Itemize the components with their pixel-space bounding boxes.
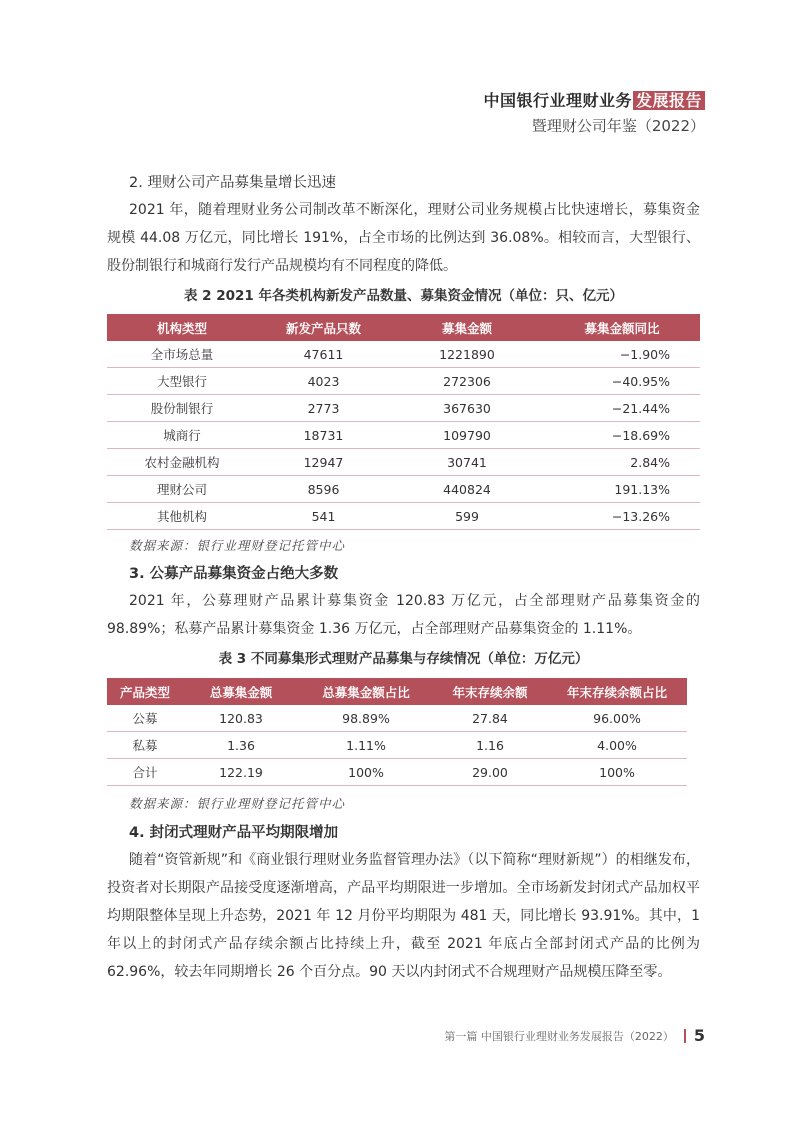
table-cell: 1.11% (299, 732, 433, 759)
table3-header-balance-share: 年末存续余额占比 (547, 678, 687, 705)
table3-header-total: 总募集金额 (183, 678, 299, 705)
section4-title: 4. 封闭式理财产品平均期限增加 (129, 825, 339, 841)
footer-text: 第一篇 中国银行业理财业务发展报告（2022） (444, 1029, 674, 1043)
table-row (107, 395, 700, 422)
table-cell: 96.00% (547, 705, 687, 732)
table-cell: 541 (257, 503, 390, 530)
table-cell: 272306 (390, 368, 544, 395)
table-cell: 100% (547, 759, 687, 786)
table2-caption: 表 2 2021 年各类机构新发产品数量、募集资金情况（单位：只、亿元） (183, 288, 624, 304)
table-cell: −21.44% (544, 395, 700, 422)
table2-source: 数据来源：银行业理财登记托管中心 (129, 538, 346, 553)
table-cell: 2773 (257, 395, 390, 422)
table2-header-row (107, 314, 700, 341)
table-cell: −18.69% (544, 422, 700, 449)
section4-paragraph: 随着“资管新规”和《商业银行理财业务监督管理办法》（以下简称“理财新规”）的相继发布，投资者对长期限产品接受度逐渐增高，产品平均期限进一步增加。全市场新发封闭式产品加权平均期限整体呈现上升态势，2021 年 12 月份平均期限为 481 天，同比增长 93.91%。其中，1 年以上的封闭式产品存续余额占比持续上升，截至 2021 年底占全部封闭式产品的比例为 62.96%，较去年同期增长 26 个百分点。90 天以内封闭式不合规理财产品规模压降至零。 (107, 852, 700, 980)
table-cell: 2.84% (544, 449, 700, 476)
footer-divider (684, 1029, 686, 1043)
table-cell: 1.16 (433, 732, 547, 759)
table-cell: 30741 (390, 449, 544, 476)
table-cell: 12947 (257, 449, 390, 476)
table-row (107, 449, 700, 476)
table-cell: 大型银行 (107, 368, 257, 395)
table-cell: 4.00% (547, 732, 687, 759)
table-cell: 29.00 (433, 759, 547, 786)
table-row (107, 422, 700, 449)
table3-header-type: 产品类型 (107, 678, 183, 705)
table-cell: 98.89% (299, 705, 433, 732)
table-cell: 1221890 (390, 341, 544, 368)
table-cell: 全市场总量 (107, 341, 257, 368)
page-footer (444, 1026, 705, 1045)
section2-title: 2. 理财公司产品募集量增长迅速 (129, 175, 336, 191)
table-cell: 191.13% (544, 476, 700, 503)
table-cell: 367630 (390, 395, 544, 422)
table-cell: 109790 (390, 422, 544, 449)
table-row (107, 759, 687, 786)
table2-header-count: 新发产品只数 (257, 314, 390, 341)
page-number: 5 (693, 1026, 705, 1045)
table-cell: 私募 (107, 732, 183, 759)
table-row (107, 732, 687, 759)
table-row (107, 705, 687, 732)
header-title-highlight: 发展报告 (633, 91, 705, 110)
table2-header-amount: 募集金额 (390, 314, 544, 341)
table2-header-institution: 机构类型 (107, 314, 257, 341)
table-cell: 1.36 (183, 732, 299, 759)
table-cell: 4023 (257, 368, 390, 395)
section2-paragraph: 2021 年，随着理财业务公司制改革不断深化，理财公司业务规模占比快速增长，募集资金规模 44.08 万亿元，同比增长 191%，占全市场的比例达到 36.08%。相较而言，大型银行、股份制银行和城商行发行产品规模均有不同程度的降低。 (107, 202, 700, 274)
table-row (107, 503, 700, 530)
table-row (107, 368, 700, 395)
header-subtitle: 暨理财公司年鉴（2022） (531, 117, 705, 135)
table-cell: 理财公司 (107, 476, 257, 503)
table-cell: 公募 (107, 705, 183, 732)
table3-caption: 表 3 不同募集形式理财产品募集与存续情况（单位：万亿元） (218, 651, 589, 667)
table-cell: −40.95% (544, 368, 700, 395)
table-cell: −13.26% (544, 503, 700, 530)
table3 (107, 678, 687, 786)
table-cell: 18731 (257, 422, 390, 449)
table-cell: 100% (299, 759, 433, 786)
section3-paragraph: 2021 年，公募理财产品累计募集资金 120.83 万亿元，占全部理财产品募集资金的 98.89%；私募产品累计募集资金 1.36 万亿元，占全部理财产品募集资金的 1.11%。 (107, 593, 700, 637)
table-cell: 其他机构 (107, 503, 257, 530)
table-cell: 122.19 (183, 759, 299, 786)
header-title-main: 中国银行业理财业务 (483, 91, 632, 110)
table3-header-total-share: 总募集金额占比 (299, 678, 433, 705)
table-cell: 合计 (107, 759, 183, 786)
page-header (483, 90, 705, 136)
table-cell: 城商行 (107, 422, 257, 449)
table-cell: 农村金融机构 (107, 449, 257, 476)
table3-source: 数据来源：银行业理财登记托管中心 (129, 796, 346, 811)
table-cell: 27.84 (433, 705, 547, 732)
table-cell: −1.90% (544, 341, 700, 368)
table-cell: 股份制银行 (107, 395, 257, 422)
table-cell: 599 (390, 503, 544, 530)
table-cell: 440824 (390, 476, 544, 503)
section3-title: 3. 公募产品募集资金占绝大多数 (129, 566, 339, 582)
table3-header-balance: 年末存续余额 (433, 678, 547, 705)
table-cell: 120.83 (183, 705, 299, 732)
table-cell: 8596 (257, 476, 390, 503)
table2-header-yoy: 募集金额同比 (544, 314, 700, 341)
table-cell: 47611 (257, 341, 390, 368)
table2 (107, 314, 700, 530)
table-row (107, 341, 700, 368)
table3-header-row (107, 678, 687, 705)
table-row (107, 476, 700, 503)
header-title (483, 90, 705, 112)
